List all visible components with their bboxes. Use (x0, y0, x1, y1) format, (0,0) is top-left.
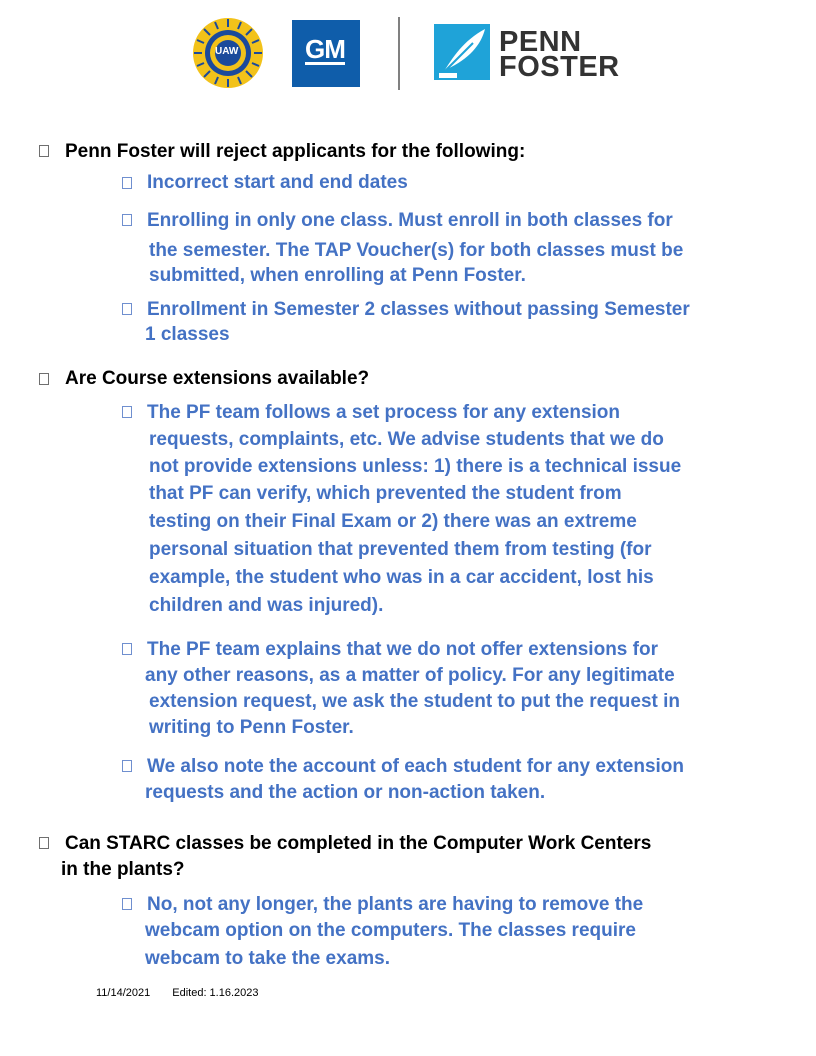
list-item: No, not any longer, the plants are having to remove the (147, 894, 644, 915)
list-item-continued: not provide extensions unless: 1) there is a technical issue (149, 456, 682, 477)
list-item-continued: children and was injured). (149, 595, 384, 616)
list-item-continued: writing to Penn Foster. (149, 717, 354, 738)
bullet-square-icon (122, 177, 132, 189)
list-item-continued: submitted, when enrolling at Penn Foster. (149, 265, 526, 286)
gm-logo (292, 20, 360, 87)
pf-logo-line2: FOSTER (499, 51, 620, 83)
section-heading: Are Course extensions available? (65, 368, 370, 389)
uaw-logo-text: UAW (215, 46, 239, 57)
list-item: Incorrect start and end dates (147, 172, 408, 193)
list-item-continued: requests, complaints, etc. We advise students that we do (149, 429, 664, 450)
bullet-square-icon (39, 837, 49, 849)
list-item: The PF team follows a set process for any extension (147, 402, 621, 423)
logo-divider (398, 17, 400, 90)
list-item-continued: requests and the action or non-action taken. (145, 782, 546, 803)
section-heading: Can STARC classes be completed in the Computer Work Centers (65, 833, 652, 854)
footer-edited: Edited: 1.16.2023 (172, 987, 259, 999)
list-item-continued: that PF can verify, which prevented the student from (149, 483, 622, 504)
footer-date: 11/14/2021 (96, 987, 151, 999)
list-item-continued: extension request, we ask the student to put the request in (149, 691, 681, 712)
list-item-continued: testing on their Final Exam or 2) there was an extreme (149, 511, 637, 532)
uaw-logo (192, 17, 264, 89)
list-item: The PF team explains that we do not offer extensions for (147, 639, 658, 660)
bullet-square-icon (122, 214, 132, 226)
bullet-square-icon (122, 760, 132, 772)
list-item-continued: personal situation that prevented them from testing (for (149, 539, 652, 560)
footer (96, 987, 259, 999)
list-item-continued: webcam option on the computers. The classes require (145, 920, 636, 941)
section-heading-continued: in the plants? (61, 859, 185, 880)
list-item: We also note the account of each student for any extension (147, 756, 685, 777)
list-item-continued: webcam to take the exams. (145, 948, 390, 969)
bullet-square-icon (39, 145, 49, 157)
list-item: Enrolling in only one class. Must enroll in both classes for (147, 210, 673, 231)
list-item: Enrollment in Semester 2 classes without passing Semester (147, 299, 690, 320)
bullet-square-icon (122, 898, 132, 910)
list-item-continued: any other reasons, as a matter of policy. For any legitimate (145, 665, 675, 686)
pf-logo-line1: PENN (499, 26, 582, 58)
bullet-square-icon (122, 643, 132, 655)
list-item-continued: 1 classes (145, 324, 230, 345)
list-item-continued: the semester. The TAP Voucher(s) for both classes must be (149, 240, 684, 261)
section-heading: Penn Foster will reject applicants for the following: (65, 141, 526, 162)
bullet-square-icon (122, 303, 132, 315)
list-item-continued: example, the student who was in a car accident, lost his (149, 567, 654, 588)
gm-logo-text: GM (305, 34, 345, 64)
bullet-square-icon (39, 373, 49, 385)
quill-icon (433, 23, 491, 81)
bullet-square-icon (122, 406, 132, 418)
